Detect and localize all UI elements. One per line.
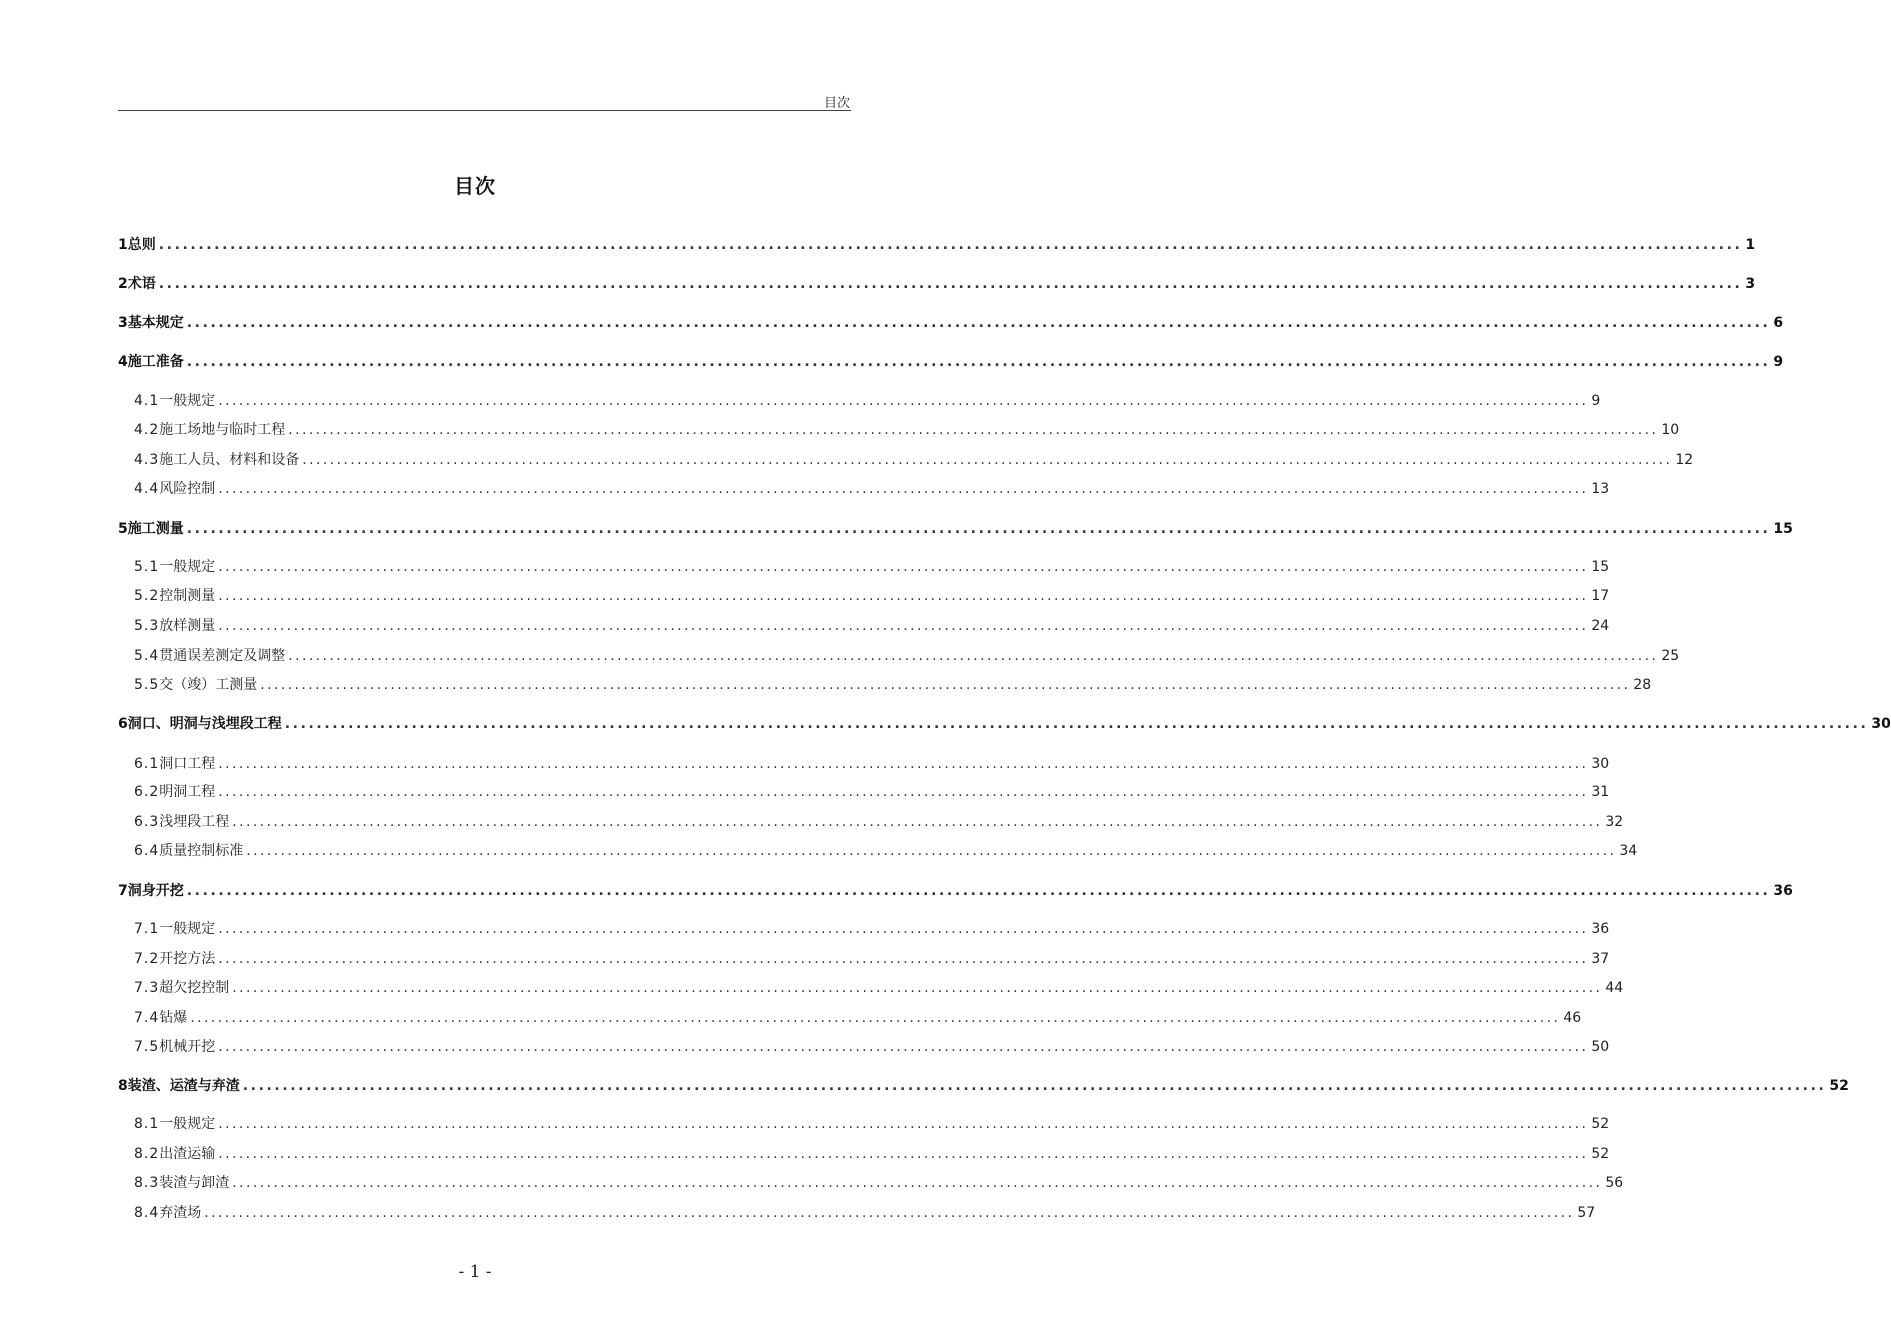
toc-entry-number: 5 [118, 521, 128, 537]
toc-entry-number: 6 [118, 716, 128, 732]
toc-entry-number: 6.3 [134, 814, 160, 830]
toc-entry-page: 52 [1591, 1146, 1610, 1162]
toc-entry-number: 8 [118, 1078, 128, 1094]
toc-entry-title: 施工测量 [127, 521, 184, 537]
toc-entry-title: 风险控制 [159, 481, 216, 497]
toc-entry[interactable] [118, 781, 1610, 801]
dot-leader: ........................................................................................................................................................................................................ [218, 618, 1589, 634]
toc-entry-number: 5.5 [134, 677, 160, 693]
toc-entry-number: 6.4 [134, 843, 160, 859]
toc-entry-title: 钻爆 [159, 1010, 188, 1026]
toc-entry-page: 52 [1591, 1116, 1610, 1132]
toc-entry-page: 52 [1829, 1078, 1849, 1094]
dot-leader: ........................................................................................................................................................................................................ [186, 521, 1771, 537]
header-rule [118, 110, 851, 111]
dot-leader: ........................................................................................................................................................................................................ [218, 481, 1589, 497]
dot-leader: ........................................................................................................................................................................................................ [186, 315, 1771, 331]
toc-entry-page: 30 [1591, 756, 1610, 772]
toc-entry[interactable] [118, 948, 1610, 968]
toc-entry-title: 一般规定 [159, 393, 216, 409]
toc-entry-number: 7.3 [134, 980, 160, 996]
toc-entry-page: 17 [1591, 588, 1610, 604]
toc-entry-page: 12 [1675, 452, 1694, 468]
toc-entry[interactable] [118, 556, 1610, 576]
toc-entry-title: 贯通误差测定及调整 [159, 648, 286, 664]
dot-leader: ........................................................................................................................................................................................................ [186, 883, 1771, 899]
dot-leader: ........................................................................................................................................................................................................ [218, 588, 1589, 604]
toc-entry-number: 6.2 [134, 784, 160, 800]
page-number: - 1 - [458, 1262, 492, 1282]
toc-entry-title: 出渣运输 [159, 1146, 216, 1162]
toc-entry-number: 5.4 [134, 648, 160, 664]
toc-entry-number: 3 [118, 315, 128, 331]
dot-leader: ........................................................................................................................................................................................................ [284, 716, 1869, 732]
toc-entry-title: 洞身开挖 [127, 883, 184, 899]
toc-entry[interactable] [118, 1202, 1596, 1222]
toc-entry[interactable] [118, 351, 1784, 371]
dot-leader: ........................................................................................................................................................................................................ [232, 980, 1603, 996]
toc-entry-number: 5.2 [134, 588, 160, 604]
dot-leader: ........................................................................................................................................................................................................ [186, 354, 1771, 370]
toc-entry[interactable] [118, 585, 1610, 605]
toc-entry-title: 浅埋段工程 [159, 814, 230, 830]
toc-entry[interactable] [118, 880, 1793, 900]
toc-entry[interactable] [118, 312, 1784, 332]
toc-entry-number: 5.3 [134, 618, 160, 634]
toc-entry-title: 控制测量 [159, 588, 216, 604]
toc-entry[interactable] [118, 674, 1652, 694]
toc-entry-title: 施工准备 [127, 354, 184, 370]
toc-entry-number: 8.2 [134, 1146, 160, 1162]
dot-leader: ........................................................................................................................................................................................................ [218, 784, 1589, 800]
toc-entry[interactable] [118, 518, 1793, 538]
toc-entry-page: 13 [1591, 481, 1610, 497]
dot-leader: ........................................................................................................................................................................................................ [158, 276, 1743, 292]
dot-leader: ........................................................................................................................................................................................................ [218, 1146, 1589, 1162]
dot-leader: ........................................................................................................................................................................................................ [218, 951, 1589, 967]
toc-entry-number: 7 [118, 883, 128, 899]
toc-entry[interactable] [118, 449, 1694, 469]
toc-entry-title: 施工人员、材料和设备 [159, 452, 300, 468]
toc-entry-title: 一般规定 [159, 921, 216, 937]
toc-entry-number: 4.3 [134, 452, 160, 468]
toc-entry-page: 15 [1773, 521, 1793, 537]
toc-entry[interactable] [118, 645, 1680, 665]
dot-leader: ........................................................................................................................................................................................................ [246, 843, 1617, 859]
dot-leader: ........................................................................................................................................................................................................ [190, 1010, 1561, 1026]
dot-leader: ........................................................................................................................................................................................................ [218, 559, 1589, 575]
toc-entry[interactable] [118, 273, 1756, 293]
toc-entry-number: 1 [118, 237, 128, 253]
dot-leader: ........................................................................................................................................................................................................ [218, 393, 1589, 409]
dot-leader: ........................................................................................................................................................................................................ [204, 1205, 1575, 1221]
dot-leader: ........................................................................................................................................................................................................ [232, 814, 1603, 830]
toc-entry-page: 44 [1605, 980, 1624, 996]
toc-entry-page: 6 [1773, 315, 1784, 331]
toc-entry[interactable] [118, 234, 1756, 254]
running-header: 目次 [823, 96, 850, 111]
toc-entry-title: 洞口、明洞与浅埋段工程 [127, 716, 282, 732]
toc-entry-title: 洞口工程 [159, 756, 216, 772]
toc-entry-page: 36 [1591, 921, 1610, 937]
toc-entry-page: 3 [1745, 276, 1756, 292]
toc-entry-page: 36 [1773, 883, 1793, 899]
toc-entry-number: 5.1 [134, 559, 160, 575]
toc-entry-number: 7.4 [134, 1010, 160, 1026]
toc-entry[interactable] [118, 1113, 1610, 1133]
toc-entry-page: 50 [1591, 1039, 1610, 1055]
toc-entry-number: 4.1 [134, 393, 160, 409]
toc-entry[interactable] [118, 1172, 1624, 1192]
toc-entry-page: 25 [1661, 648, 1680, 664]
dot-leader: ........................................................................................................................................................................................................ [288, 422, 1659, 438]
toc-entry-page: 9 [1591, 393, 1601, 409]
dot-leader: ........................................................................................................................................................................................................ [218, 921, 1589, 937]
toc-entry-page: 37 [1591, 951, 1610, 967]
toc-entry-page: 46 [1563, 1010, 1582, 1026]
toc-entry-title: 开挖方法 [159, 951, 216, 967]
toc-entry-number: 8.3 [134, 1175, 160, 1191]
dot-leader: ........................................................................................................................................................................................................ [218, 1039, 1589, 1055]
toc-entry-page: 9 [1773, 354, 1784, 370]
toc-entry-page: 15 [1591, 559, 1610, 575]
toc-entry-page: 24 [1591, 618, 1610, 634]
toc-entry-page: 10 [1661, 422, 1680, 438]
toc-entry-title: 一般规定 [159, 559, 216, 575]
toc-entry[interactable] [118, 1007, 1582, 1027]
toc-entry-number: 8.1 [134, 1116, 160, 1132]
toc-entry-title: 基本规定 [127, 315, 184, 331]
toc-entry-number: 7.2 [134, 951, 160, 967]
toc-entry-title: 装渣与卸渣 [159, 1175, 230, 1191]
toc-entry[interactable] [118, 977, 1624, 997]
toc-entry-page: 34 [1619, 843, 1638, 859]
toc-entry-page: 32 [1605, 814, 1624, 830]
toc-entry[interactable] [118, 811, 1624, 831]
toc-entry-number: 6.1 [134, 756, 160, 772]
toc-entry[interactable] [118, 1143, 1610, 1163]
dot-leader: ........................................................................................................................................................................................................ [218, 756, 1589, 772]
dot-leader: ........................................................................................................................................................................................................ [302, 452, 1673, 468]
toc-entry-number: 2 [118, 276, 128, 292]
dot-leader: ........................................................................................................................................................................................................ [158, 237, 1743, 253]
toc-entry-page: 56 [1605, 1175, 1624, 1191]
toc-entry[interactable] [118, 840, 1638, 860]
toc-entry-title: 明洞工程 [159, 784, 216, 800]
toc-entry[interactable] [118, 918, 1610, 938]
toc-entry-number: 7.1 [134, 921, 160, 937]
toc-entry-title: 超欠挖控制 [159, 980, 230, 996]
toc-entry-page: 57 [1577, 1205, 1596, 1221]
toc-entry-title: 总则 [127, 237, 156, 253]
toc-entry-title: 装渣、运渣与弃渣 [127, 1078, 240, 1094]
toc-entry-number: 7.5 [134, 1039, 160, 1055]
toc-entry[interactable] [118, 1036, 1610, 1056]
toc-entry[interactable] [118, 478, 1610, 498]
toc-entry-number: 4.4 [134, 481, 160, 497]
dot-leader: ........................................................................................................................................................................................................ [232, 1175, 1603, 1191]
dot-leader: ........................................................................................................................................................................................................ [288, 648, 1659, 664]
toc-entry-title: 交（竣）工测量 [159, 677, 258, 693]
toc-entry-title: 放样测量 [159, 618, 216, 634]
toc-entry-title: 术语 [127, 276, 156, 292]
toc-entry-title: 施工场地与临时工程 [159, 422, 286, 438]
toc-entry[interactable] [118, 1075, 1849, 1095]
toc-entry-page: 30 [1871, 716, 1891, 732]
toc-entry[interactable] [118, 419, 1680, 439]
toc-entry[interactable] [118, 390, 1601, 410]
toc-entry-page: 31 [1591, 784, 1610, 800]
toc-entry-title: 质量控制标准 [159, 843, 244, 859]
toc-entry-page: 1 [1745, 237, 1756, 253]
toc-entry[interactable] [118, 713, 1891, 733]
toc-entry-page: 28 [1633, 677, 1652, 693]
toc-entry-title: 弃渣场 [159, 1205, 202, 1221]
toc-entry-number: 8.4 [134, 1205, 160, 1221]
toc-entry-title: 机械开挖 [159, 1039, 216, 1055]
page-title: 目次 [454, 174, 496, 198]
dot-leader: ........................................................................................................................................................................................................ [242, 1078, 1827, 1094]
toc-entry-title: 一般规定 [159, 1116, 216, 1132]
dot-leader: ........................................................................................................................................................................................................ [260, 677, 1631, 693]
toc-entry[interactable] [118, 615, 1610, 635]
toc-entry-number: 4.2 [134, 422, 160, 438]
toc-entry-number: 4 [118, 354, 128, 370]
dot-leader: ........................................................................................................................................................................................................ [218, 1116, 1589, 1132]
toc-entry[interactable] [118, 753, 1610, 773]
